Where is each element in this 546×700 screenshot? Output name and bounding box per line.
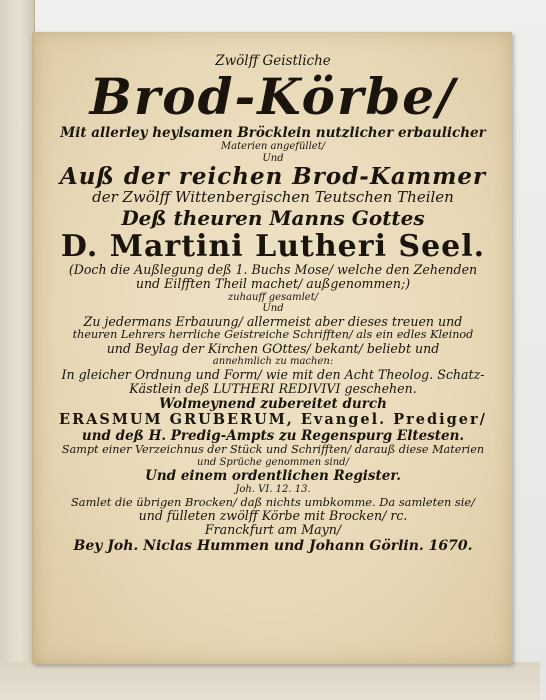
title-line-25: Und einem ordentlichen Register. [145, 467, 401, 484]
title-line-12: zuhauff gesamlet/ [227, 291, 319, 303]
author-gruber: ERASMUM GRUBERUM, Evangel. Prediger/ [59, 411, 487, 429]
title-line-8: Deß theuren Manns Gottes [121, 205, 425, 230]
book-cover-left-edge [0, 0, 35, 690]
title-line-18: In gleicher Ordnung und Form/ wie mit den Acht Theolog. Schatz- [61, 366, 485, 382]
title-line-4: Materien angefüllet/ [220, 141, 326, 153]
title-line-10: (Doch die Außlegung deß 1. Buchs Mose/ welche den Zehenden [68, 261, 478, 277]
title-line-3: Mit allerley heylsamen Bröcklein nutzlicher erbaulicher [60, 124, 486, 141]
title-line-24: und Sprüche genommen sind/ [197, 457, 349, 469]
title-line-7: der Zwölff Wittenbergischen Teutschen Theilen [92, 188, 454, 207]
title-line-5: Und [262, 152, 284, 164]
title-line-13: Und [262, 303, 284, 315]
title-line-1: Zwölff Geistliche [215, 53, 331, 69]
imprint-line: Bey Joh. Niclas Hummen und Johann Görlin. 1670. [73, 537, 473, 554]
title-page-text [58, 54, 488, 554]
title-line-22: und deß H. Predig-Ampts zu Regenspurg Eltesten. [81, 427, 465, 444]
title-line-11: und Eilfften Theil machet/ außgenommen;) [135, 276, 411, 292]
bible-reference: Joh. VI. 12. 13. [235, 484, 311, 496]
title-line-28: und fülleten zwölff Körbe mit Brocken/ rc. [138, 507, 408, 523]
subtitle-brod-kammer: Auß der reichen Brod-Kammer [59, 163, 487, 191]
title-line-17: annehmlich zu machen: [212, 356, 334, 368]
title-line-20: Wolmeynend zubereitet durch [159, 395, 387, 412]
title-line-27: Samlet die übrigen Brocken/ daß nichts umbkomme. Da samleten sie/ [70, 494, 475, 509]
title-line-14: Zu jedermans Erbauung/ allermeist aber dieses treuen und [83, 313, 463, 329]
place-of-publication: Franckfurt am Mayn/ [204, 522, 342, 538]
title-line-15: theuren Lehrers herrliche Geistreiche Schrifften/ als ein edles Kleinod [72, 327, 474, 341]
main-title: Brod-Körbe/ [89, 66, 457, 126]
title-page [32, 32, 512, 664]
title-line-23: Sampt einer Verzeichnus der Stück und Schrifften/ darauß diese Materien [61, 443, 485, 457]
book-cover-bottom-edge [0, 662, 540, 700]
title-line-16: und Beylag der Kirchen GOttes/ bekant/ beliebt und [106, 340, 440, 356]
author-luther: D. Martini Lutheri Seel. [60, 228, 486, 264]
title-line-19: Kästlein deß LUTHERI REDIVIVI geschehen. [129, 381, 417, 397]
